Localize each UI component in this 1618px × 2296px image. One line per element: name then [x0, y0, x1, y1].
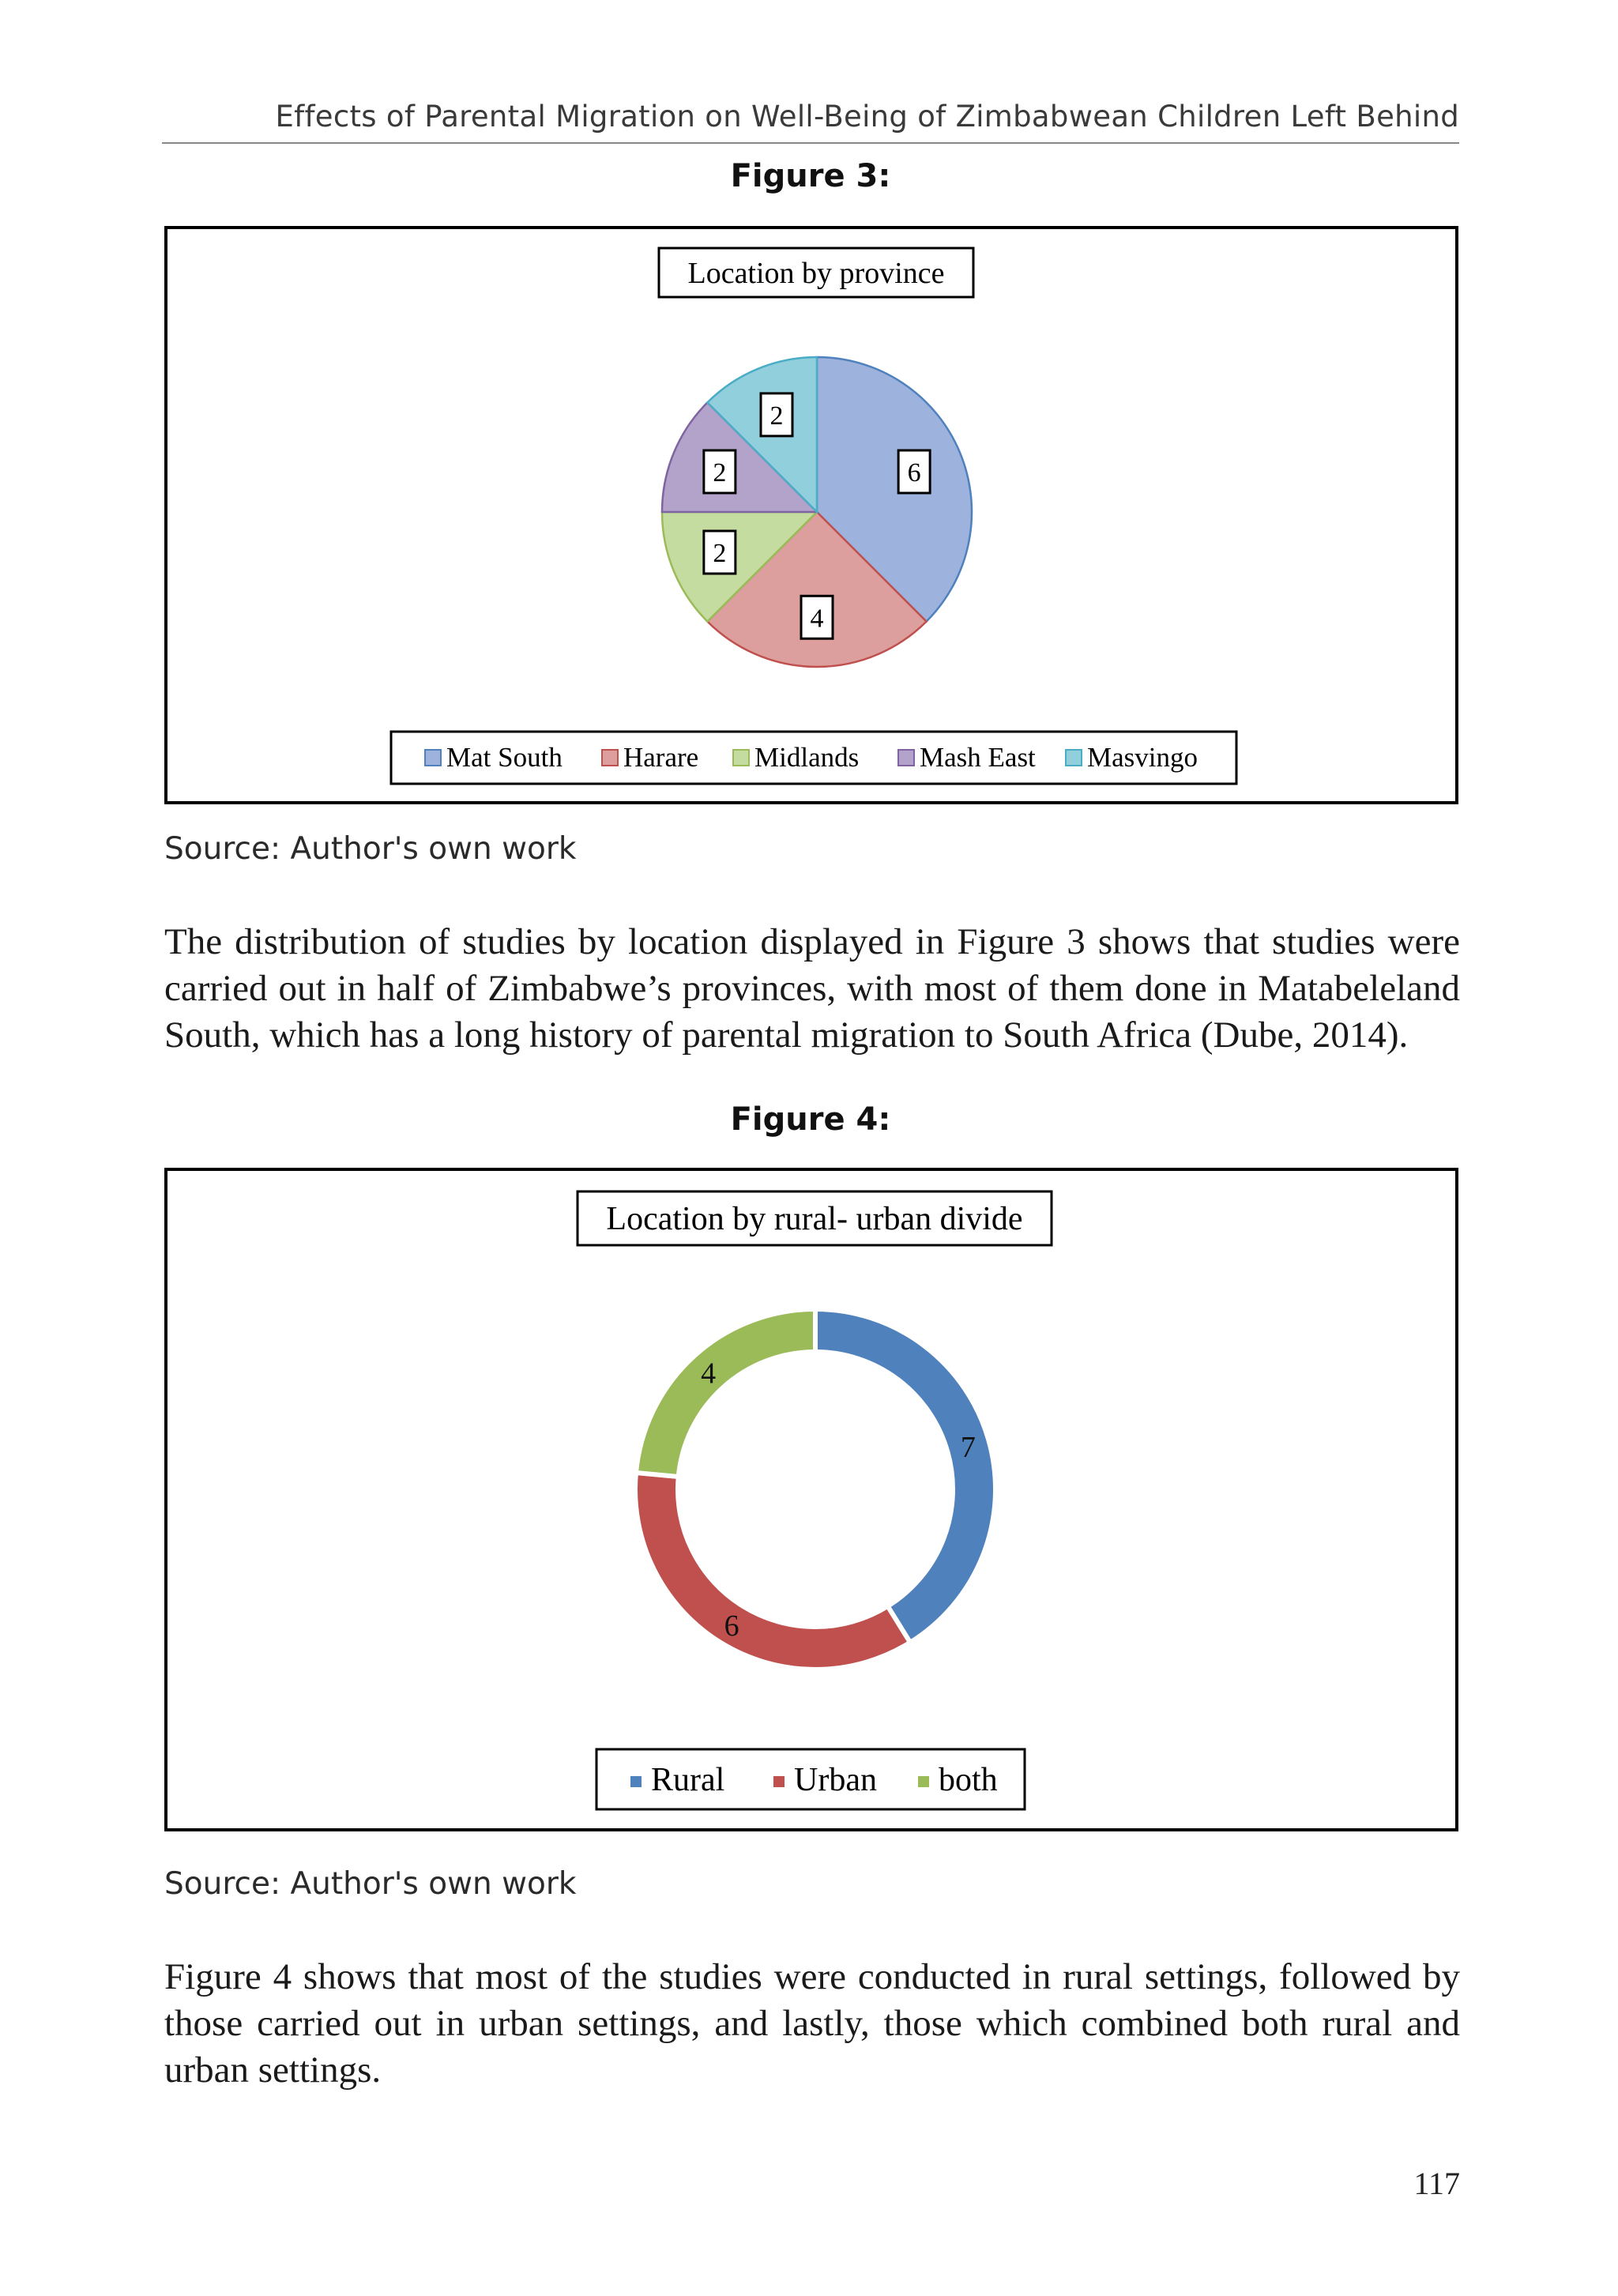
page-number: 117 — [1413, 2166, 1460, 2201]
paragraph-line: South, which has a long history of parental migration to South Africa (Dube, 2014). — [164, 1014, 1409, 1056]
legend-label-mat-south: Mat South — [446, 742, 563, 773]
pie-data-label: 2 — [769, 401, 784, 431]
pie-data-label: 2 — [713, 539, 727, 569]
paragraph-line: Figure 4 shows that most of the studies were conducted in rural settings, followed by — [164, 1956, 1460, 1997]
donut-legend — [630, 1762, 998, 1798]
pie-data-label: 4 — [810, 604, 824, 634]
donut-chart-svg — [167, 1171, 1455, 1828]
running-header: Effects of Parental Migration on Well-Being of Zimbabwean Children Left Behind — [275, 100, 1459, 134]
paragraph-line: carried out in half of Zimbabwe’s provinces, with most of them done in Matabeleland — [164, 968, 1460, 1009]
pie-chart-svg — [167, 229, 1455, 801]
legend-label-midlands: Midlands — [754, 742, 860, 773]
donut-title: Location by rural- urban divide — [606, 1201, 1023, 1237]
legend-label-both: both — [939, 1762, 998, 1798]
header-rule — [162, 142, 1459, 144]
donut-slice-urban — [635, 1473, 910, 1669]
legend-swatch-both — [918, 1776, 929, 1787]
legend-swatch-mat-south — [425, 750, 441, 766]
legend-swatch-rural — [630, 1776, 642, 1787]
figure-3-label: Figure 3: — [730, 158, 891, 194]
legend-label-mash-east: Mash East — [920, 742, 1036, 773]
legend-swatch-harare — [602, 750, 618, 766]
figure-3-source: Source: Author's own work — [164, 831, 577, 867]
legend-swatch-midlands — [733, 750, 749, 766]
legend-label-rural: Rural — [651, 1762, 725, 1798]
pie-title: Location by province — [687, 257, 945, 290]
pie-data-label: 6 — [907, 457, 921, 487]
donut-slices — [635, 1309, 995, 1669]
figure-4-source: Source: Author's own work — [164, 1866, 577, 1902]
figure-4-chart — [164, 1168, 1458, 1831]
legend-swatch-urban — [773, 1776, 785, 1787]
legend-label-masvingo: Masvingo — [1087, 742, 1198, 773]
legend-swatch-mash-east — [898, 750, 914, 766]
paragraph-2 — [164, 1954, 1460, 2094]
legend-label-harare: Harare — [623, 742, 699, 773]
legend-swatch-masvingo — [1066, 750, 1082, 766]
paragraph-line: The distribution of studies by location displayed in Figure 3 shows that studies were — [164, 921, 1460, 962]
paragraph-1 — [164, 919, 1460, 1059]
paragraph-line: urban settings. — [164, 2049, 382, 2091]
donut-slice-both — [636, 1309, 815, 1477]
legend-label-urban: Urban — [794, 1762, 877, 1798]
donut-data-label: 4 — [701, 1357, 717, 1391]
figure-3-chart — [164, 226, 1458, 804]
donut-data-label: 6 — [724, 1609, 739, 1643]
pie-data-label: 2 — [713, 457, 727, 487]
donut-data-label: 7 — [960, 1430, 976, 1464]
donut-slice-rural — [815, 1309, 995, 1643]
figure-4-label: Figure 4: — [730, 1101, 891, 1138]
paragraph-line: those carried out in urban settings, and lastly, those which combined both rural and — [164, 2003, 1460, 2044]
